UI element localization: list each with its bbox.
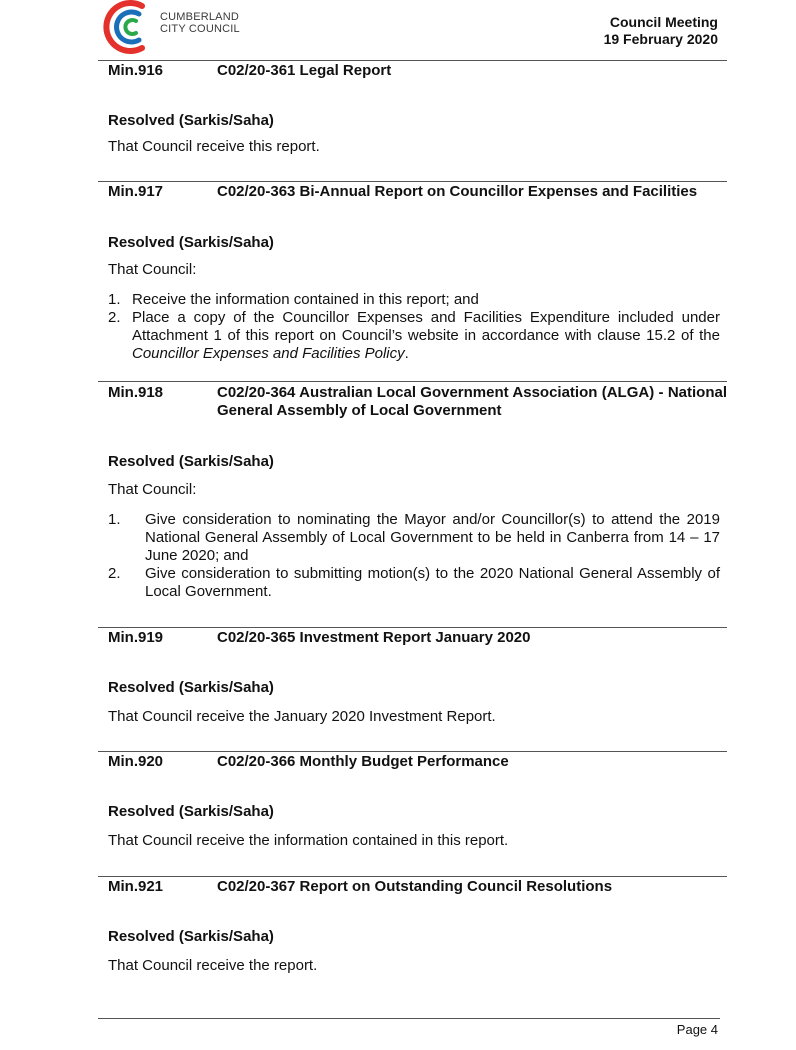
list-item: 2. Give consideration to submitting motion(s) to the 2020 National General Assembly of Local Government. [108, 565, 720, 600]
header-divider [98, 60, 727, 61]
minute-heading-918: Min.918 C02/20-364 Australian Local Government Association (ALGA) - National General Assembly of Local Government [108, 384, 727, 419]
resolved-label-916: Resolved (Sarkis/Saha) [108, 112, 274, 129]
meeting-title: Council Meeting [609, 14, 718, 30]
page-number: Page 4 [676, 1022, 718, 1037]
resolved-label-917: Resolved (Sarkis/Saha) [108, 234, 274, 251]
section-divider [98, 751, 727, 752]
minute-heading-920: Min.920 C02/20-366 Monthly Budget Performance [108, 753, 509, 770]
minute-heading-919: Min.919 C02/20-365 Investment Report January 2020 [108, 629, 531, 646]
resolved-label-921: Resolved (Sarkis/Saha) [108, 928, 274, 945]
resolution-text-920: That Council receive the information contained in this report. [108, 832, 509, 849]
resolution-list-917 [108, 291, 720, 363]
council-logo-text: CUMBERLAND CITY COUNCIL [160, 11, 240, 35]
minute-heading-916: Min.916 C02/20-361 Legal Report [108, 62, 392, 79]
resolved-label-918: Resolved (Sarkis/Saha) [108, 453, 274, 470]
section-divider [98, 381, 727, 382]
resolution-intro-918: That Council: [108, 481, 197, 498]
resolution-text-921: That Council receive the report. [108, 957, 318, 974]
list-item: 1. Receive the information contained in this report; and [108, 291, 479, 308]
resolution-intro-917: That Council: [108, 261, 197, 278]
section-divider [98, 627, 727, 628]
footer-divider [98, 1018, 720, 1019]
meeting-header [604, 14, 718, 48]
council-logo-icon [98, 0, 158, 54]
resolution-text-919: That Council receive the January 2020 Investment Report. [108, 708, 496, 725]
section-divider [98, 181, 727, 182]
resolved-label-920: Resolved (Sarkis/Saha) [108, 803, 274, 820]
resolved-label-919: Resolved (Sarkis/Saha) [108, 679, 274, 696]
minute-heading-917: Min.917 C02/20-363 Bi-Annual Report on Councillor Expenses and Facilities [108, 183, 698, 200]
resolution-list-918 [108, 511, 720, 601]
list-item: 2. Place a copy of the Councillor Expenses and Facilities Expenditure included under Attachment 1 of this report on Council’s website in accordance with clause 15.2 of the Councillor Expenses and Facilities Policy. [108, 309, 720, 362]
minute-heading-921: Min.921 C02/20-367 Report on Outstanding Council Resolutions [108, 878, 613, 895]
list-item: 1. Give consideration to nominating the Mayor and/or Councillor(s) to attend the 2019 National General Assembly of Local Government to be held in Canberra from 14 – 17 June 2020; and [108, 511, 720, 564]
section-divider [98, 876, 727, 877]
resolution-text-916: That Council receive this report. [108, 138, 320, 155]
meeting-date: 19 February 2020 [603, 31, 718, 47]
